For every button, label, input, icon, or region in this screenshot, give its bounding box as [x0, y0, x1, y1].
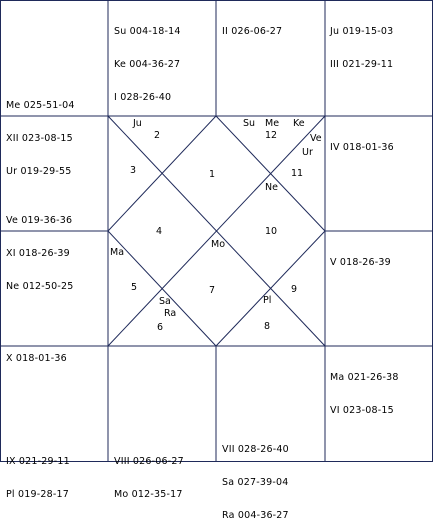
house-line: V 018-26-39 [330, 257, 391, 268]
house-number-1: 1 [209, 169, 216, 180]
planet-ju: Ju [133, 118, 142, 129]
house-number-7: 7 [209, 285, 216, 296]
planet-ne: Ne [265, 182, 278, 193]
house-line: IV 018-01-36 [330, 142, 394, 153]
house-line: II 026-06-27 [222, 26, 283, 37]
house-number-4: 4 [156, 226, 163, 237]
house-line: Ur 019-29-55 [6, 166, 72, 177]
planet-ke: Ke [293, 118, 305, 129]
planet-sa: Sa [159, 296, 171, 307]
planet-ve: Ve [310, 133, 322, 144]
house-bottom-2 [222, 422, 289, 532]
planet-ur: Ur [302, 147, 313, 158]
house-left-1 [6, 193, 74, 303]
house-top-1 [114, 4, 181, 114]
house-line: Ke 004-36-27 [114, 59, 181, 70]
house-line: XII 023-08-15 [6, 133, 73, 144]
house-line: Ve 019-36-36 [6, 215, 73, 226]
house-line: Pl 019-28-17 [6, 489, 69, 500]
house-line: Ne 012-50-25 [6, 281, 74, 292]
house-line: I 028-26-40 [114, 92, 172, 103]
planet-mo: Mo [211, 239, 226, 250]
house-bottom-1 [114, 434, 184, 511]
house-line: X 018-01-36 [6, 353, 67, 364]
house-line: Su 004-18-14 [114, 26, 181, 37]
house-line: VI 023-08-15 [330, 405, 394, 416]
house-number-3: 3 [130, 165, 137, 176]
house-number-10: 10 [265, 226, 278, 237]
house-line: Ju 019-15-03 [330, 26, 394, 37]
house-line: XI 018-26-39 [6, 248, 70, 259]
house-right-1 [330, 120, 394, 164]
house-number-12: 12 [265, 130, 278, 141]
house-number-11: 11 [291, 168, 304, 179]
house-number-9: 9 [291, 284, 298, 295]
house-number-6: 6 [157, 322, 164, 333]
planet-ra: Ra [164, 308, 177, 319]
house-top-2 [222, 4, 282, 48]
house-line: Ra 004-36-27 [222, 510, 289, 521]
house-number-8: 8 [264, 321, 271, 332]
house-number-2: 2 [154, 130, 161, 141]
house-line: IX 021-29-11 [6, 456, 70, 467]
house-line: III 021-29-11 [330, 59, 394, 70]
planet-pl: Pl [263, 295, 272, 306]
house-line: Sa 027-39-04 [222, 477, 289, 488]
house-top-left [6, 78, 75, 188]
house-line: VIII 026-06-27 [114, 456, 184, 467]
planet-ma: Ma [110, 247, 125, 258]
house-top-right [330, 4, 393, 81]
planet-me: Me [265, 118, 280, 129]
house-right-2 [330, 235, 391, 279]
house-line: Me 025-51-04 [6, 100, 75, 111]
house-left-2 [6, 331, 67, 375]
house-line: Mo 012-35-17 [114, 489, 183, 500]
house-line: VII 028-26-40 [222, 444, 289, 455]
house-line: Ma 021-26-38 [330, 372, 399, 383]
house-bottom-left [6, 434, 70, 511]
house-number-5: 5 [131, 282, 138, 293]
planet-su: Su [243, 118, 256, 129]
house-bottom-right [330, 350, 399, 427]
